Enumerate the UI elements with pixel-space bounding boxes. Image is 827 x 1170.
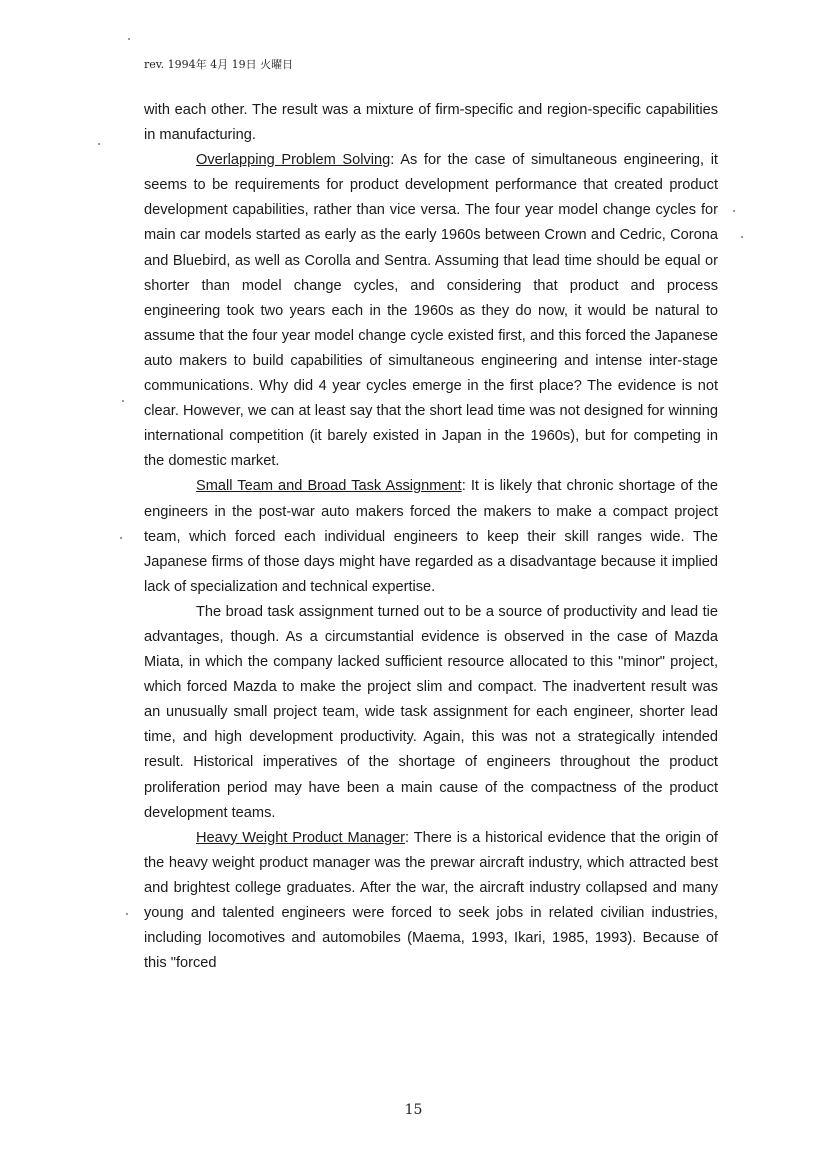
page-header: rev. 1994年 4月 19日 火曜日 [144,58,294,71]
paragraph-text: : As for the case of simultaneous engineering, it seems to be requirements for product development performance that created product development capabilities, rather than vice versa. The four year model change cycles for main car models started as early as the early 1960s between Crown and Cedric, Corona and Bluebird, as well as Corolla and Sentra. Assuming that lead time should be equal or shorter than model change cycles, and considering that product and process engineering took two years each in the 1960s as they do now, it would be natural to assume that the four year model change cycle existed first, and this forced the Japanese auto makers to build capabilities of simultaneous engineering and intense inter-stage communications. Why did 4 year cycles emerge in the first place? The evidence is not clear. However, we can at least say that the short lead time was not designed for winning international competition (it barely existed in Japan in the 1960s), but for competing in the domestic market. [144,152,718,470]
page-number: 15 [404,1102,423,1118]
scan-speck [126,913,128,915]
paragraph-broad-task [144,600,718,826]
section-heading: Heavy Weight Product Manager [196,829,406,846]
paragraph-heavy-weight-manager [144,826,718,977]
paragraph-text: The broad task assignment turned out to be a source of productivity and lead tie advantages, though. As a circumstantial evidence is observed in the case of Mazda Miata, in which the company lacked sufficient resource allocated to this "minor" project, which forced Mazda to make the project slim and compact. The inadvertent result was an unusually small project team, wide task assignment for each engineer, shorter lead time, and high development productivity. Again, this was not a strategically intended result. Historical imperatives of the shortage of engineers throughout the product proliferation period may have been a main cause of the compactness of the product development teams. [144,603,718,821]
paragraph-continuation [144,98,718,148]
scan-speck [120,537,122,539]
body-text [144,98,718,976]
paragraph-text: : There is a historical evidence that the origin of the heavy weight product manager was the prewar aircraft industry, which attracted best and brightest college graduates. After the war, the aircraft industry collapsed and many young and talented engineers were forced to seek jobs in related civilian industries, including locomotives and automobiles (Maema, 1993, Ikari, 1985, 1993). Because of this "forced [144,829,718,972]
paragraph-overlapping-problem-solving [144,148,718,474]
paragraph-text: with each other. The result was a mixture of firm-specific and region-specific capabilities in manufacturing. [144,102,718,144]
scan-speck [122,400,124,402]
paragraph-small-team [144,474,718,599]
section-heading: Overlapping Problem Solving [196,152,391,169]
scan-speck [733,210,735,212]
scan-speck [741,236,743,238]
scan-speck [98,143,100,145]
scan-speck [128,38,130,40]
paragraph-text: : It is likely that chronic shortage of the engineers in the post-war auto makers forced the makers to make a compact project team, which forced each individual engineers to keep their skill ranges wide. The Japanese firms of those days might have regarded as a disadvantage because it implied lack of specialization and technical expertise. [144,478,719,595]
section-heading: Small Team and Broad Task Assignment [196,478,462,495]
